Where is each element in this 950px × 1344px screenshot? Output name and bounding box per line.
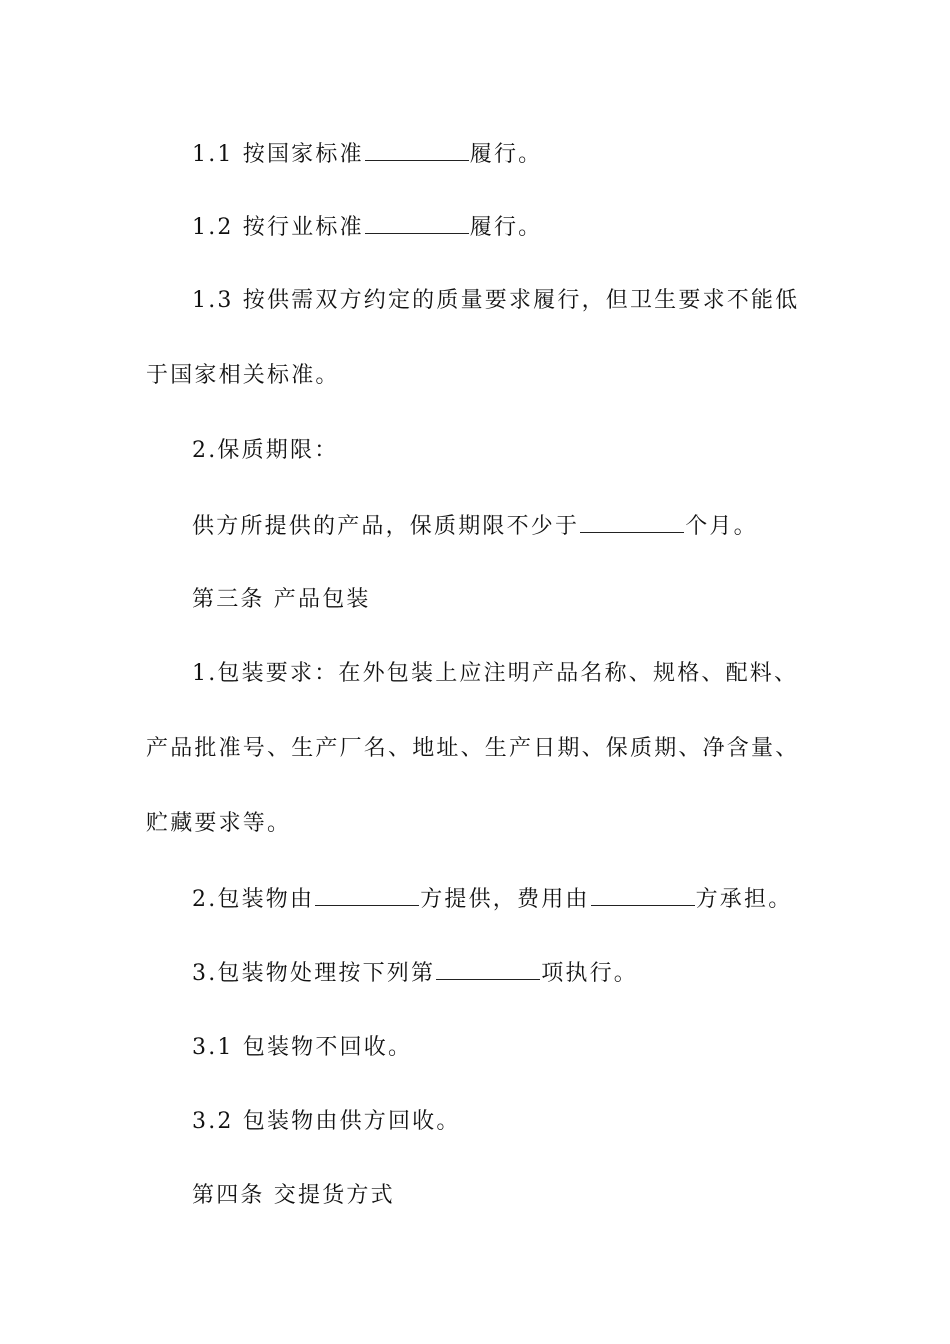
clause-text: 履行。 [469,142,543,167]
clause-1-3: 1.3 按供需双方约定的质量要求履行，但卫生要求不能低 [192,288,800,313]
clause-text: 个月。 [685,514,758,539]
clause-text: 履行。 [469,215,543,240]
clause-1-3-continued: 于国家相关标准。 [146,363,340,388]
fill-in-blank[interactable] [436,957,540,980]
packaging-requirements: 1.包装要求：在外包装上应注明产品名称、规格、配料、 [192,661,799,686]
packaging-provider-clause [192,883,792,915]
packaging-requirements-end: 贮藏要求等。 [146,811,292,836]
fill-in-blank[interactable] [365,211,469,234]
packaging-requirements-continued: 产品批准号、生产厂名、地址、生产日期、保质期、净含量、 [146,736,800,761]
clause-1-2 [192,211,542,243]
clause-3-2: 3.2 包装物由供方回收。 [192,1109,461,1134]
clause-1-1 [192,138,542,170]
packaging-handling-clause [192,957,638,989]
article-3-heading: 第三条 产品包装 [192,587,371,612]
clause-text: 1.1 按国家标准 [192,142,364,167]
clause-text: 2.包装物由 [192,887,315,912]
shelf-life-clause [192,510,758,542]
clause-3-1: 3.1 包装物不回收。 [192,1035,413,1060]
clause-text: 项执行。 [541,961,639,986]
clause-text: 方承担。 [695,887,793,912]
clause-text: 1.2 按行业标准 [192,215,364,240]
fill-in-blank[interactable] [315,883,419,906]
clause-text: 方提供，费用由 [420,887,590,912]
fill-in-blank[interactable] [591,883,695,906]
clause-2-heading: 2.保质期限： [192,438,339,463]
clause-text: 供方所提供的产品，保质期限不少于 [192,514,580,539]
fill-in-blank[interactable] [365,138,469,161]
clause-text: 3.包装物处理按下列第 [192,961,436,986]
article-4-heading: 第四条 交提货方式 [192,1183,395,1208]
fill-in-blank[interactable] [580,510,684,533]
